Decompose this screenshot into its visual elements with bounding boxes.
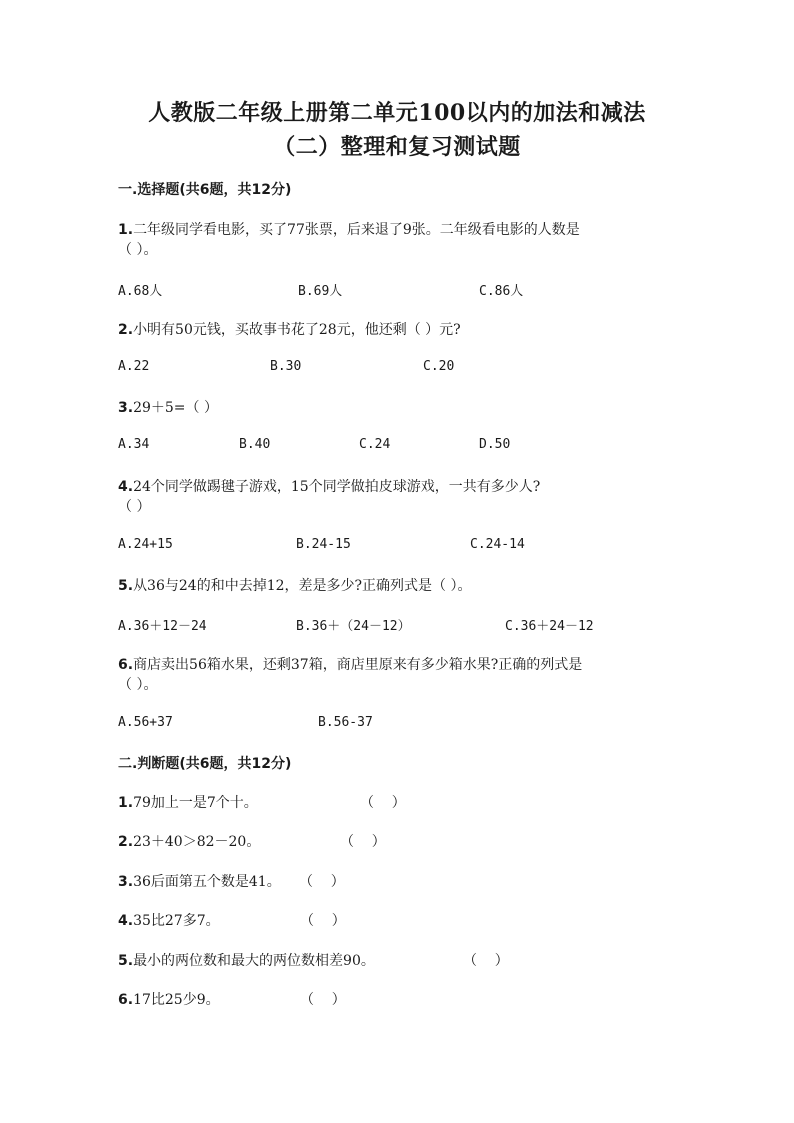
question-2 bbox=[118, 319, 461, 339]
question-number: 3. bbox=[118, 400, 134, 416]
question-5 bbox=[118, 575, 471, 595]
question-4-blank: （ ） bbox=[118, 499, 151, 515]
question-6-blank: （ ）。 bbox=[118, 677, 158, 693]
question-1-blank: （ ）。 bbox=[118, 242, 158, 258]
question-text: 商店卖出56箱水果，还剩37箱，商店里原来有多少箱水果?正确的列式是 bbox=[133, 657, 583, 673]
option-a: A.24+15 bbox=[118, 537, 173, 552]
option-c: C.20 bbox=[423, 359, 455, 374]
judgement-3 bbox=[118, 871, 281, 891]
question-number: 2. bbox=[118, 322, 134, 338]
option-c: C.24 bbox=[359, 437, 391, 452]
option-d: D.50 bbox=[479, 437, 511, 452]
question-text: 29＋5=（ ） bbox=[133, 400, 218, 416]
question-number: 4. bbox=[118, 479, 134, 495]
title-line-1: 人教版二年级上册第二单元100以内的加法和减法 bbox=[148, 100, 646, 126]
answer-blank: （ ） bbox=[300, 913, 346, 929]
option-a: A.56+37 bbox=[118, 715, 173, 730]
section-heading-choice: 一.选择题(共6题，共12分) bbox=[118, 182, 292, 198]
question-text: 36后面第五个数是41。 bbox=[133, 874, 281, 890]
question-number: 5. bbox=[118, 578, 134, 594]
option-b: B.56-37 bbox=[318, 715, 373, 730]
judgement-6 bbox=[118, 989, 220, 1009]
option-b: B.69人 bbox=[298, 284, 343, 299]
option-b: B.36＋（24－12） bbox=[296, 619, 411, 634]
question-6 bbox=[118, 654, 582, 674]
question-3 bbox=[118, 397, 218, 417]
question-text: 17比25少9。 bbox=[133, 992, 220, 1008]
judgement-1 bbox=[118, 792, 258, 812]
option-b: B.24-15 bbox=[296, 537, 351, 552]
question-1 bbox=[118, 219, 580, 239]
question-number: 4. bbox=[118, 913, 134, 929]
question-text: 35比27多7。 bbox=[133, 913, 220, 929]
option-a: A.36＋12－24 bbox=[118, 619, 207, 634]
option-a: A.34 bbox=[118, 437, 150, 452]
option-a: A.22 bbox=[118, 359, 150, 374]
answer-blank: （ ） bbox=[300, 992, 346, 1008]
answer-blank: （ ） bbox=[360, 795, 406, 811]
option-c: C.86人 bbox=[479, 284, 524, 299]
question-text: 二年级同学看电影，买了77张票，后来退了9张。二年级看电影的人数是 bbox=[133, 222, 580, 238]
question-number: 6. bbox=[118, 992, 134, 1008]
judgement-4 bbox=[118, 910, 220, 930]
question-text: 小明有50元钱，买故事书花了28元，他还剩（ ）元? bbox=[133, 322, 461, 338]
option-b: B.40 bbox=[239, 437, 271, 452]
question-number: 1. bbox=[118, 795, 134, 811]
question-text: 23＋40＞82－20。 bbox=[133, 834, 261, 850]
question-number: 6. bbox=[118, 657, 134, 673]
question-text: 最小的两位数和最大的两位数相差90。 bbox=[133, 953, 375, 969]
judgement-2 bbox=[118, 831, 260, 851]
option-c: C.36＋24－12 bbox=[505, 619, 594, 634]
answer-blank: （ ） bbox=[299, 874, 345, 890]
answer-blank: （ ） bbox=[463, 953, 509, 969]
question-text: 从36与24的和中去掉12，差是多少?正确列式是（ ）。 bbox=[133, 578, 472, 594]
question-text: 24个同学做踢毽子游戏，15个同学做拍皮球游戏，一共有多少人? bbox=[133, 479, 541, 495]
judgement-5 bbox=[118, 950, 375, 970]
option-c: C.24-14 bbox=[470, 537, 525, 552]
option-b: B.30 bbox=[270, 359, 302, 374]
question-number: 2. bbox=[118, 834, 134, 850]
section-heading-judgement: 二.判断题(共6题，共12分) bbox=[118, 756, 292, 772]
option-a: A.68人 bbox=[118, 284, 163, 299]
question-number: 5. bbox=[118, 953, 134, 969]
title-line-2: （二）整理和复习测试题 bbox=[273, 134, 521, 160]
question-text: 79加上一是7个十。 bbox=[133, 795, 258, 811]
answer-blank: （ ） bbox=[340, 834, 386, 850]
question-number: 3. bbox=[118, 874, 134, 890]
question-number: 1. bbox=[118, 222, 134, 238]
question-4 bbox=[118, 476, 540, 496]
